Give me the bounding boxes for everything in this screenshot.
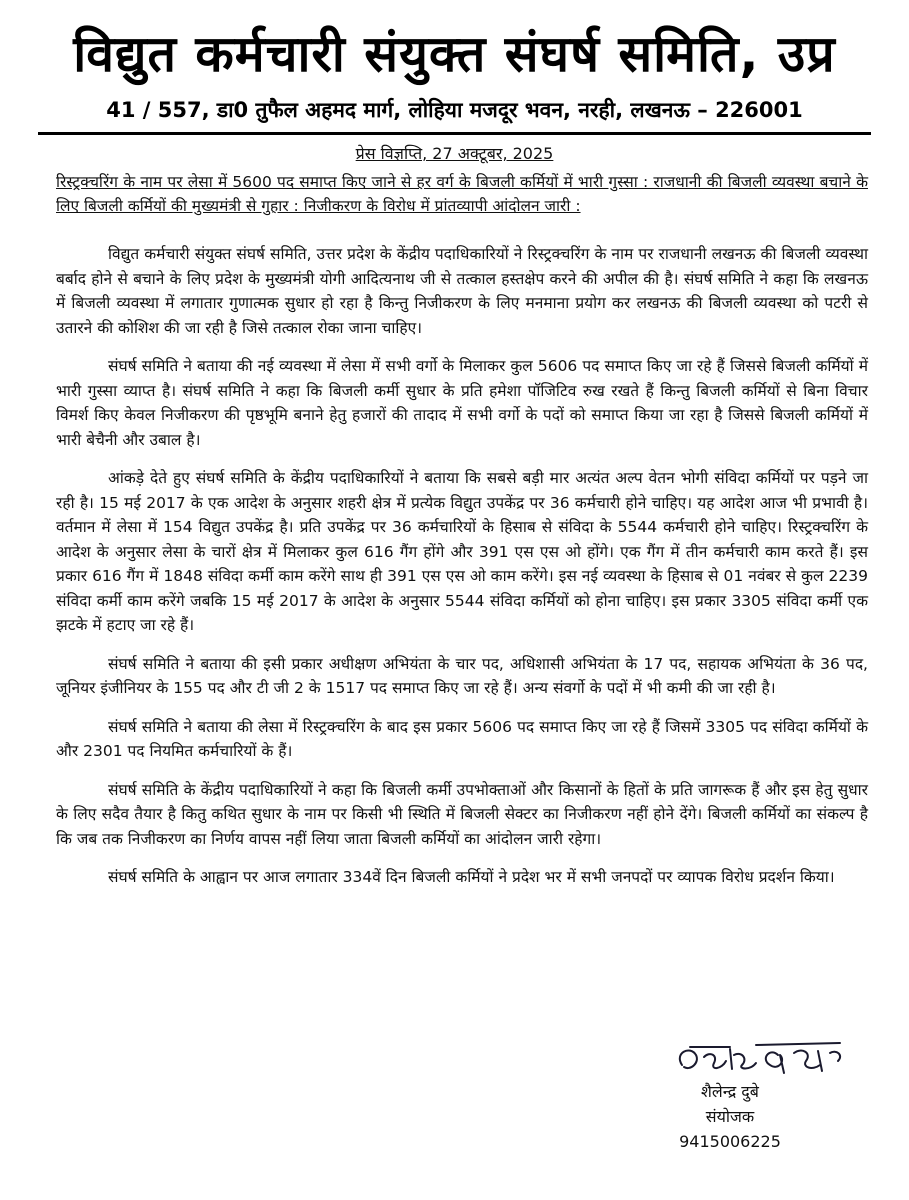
body-paragraph: विद्युत कर्मचारी संयुक्त संघर्ष समिति, उत्तर प्रदेश के केंद्रीय पदाधिकारियों ने रिस्ट्रक्चरिंग के नाम पर राजधानी लखनऊ की बिजली व्यवस्था बर्बाद होने से बचाने के लिए प्रदेश के मुख्यमंत्री योगी आदित्यनाथ जी से तत्काल हस्तक्षेप करने की अपील की है। संघर्ष समिति ने कहा कि लखनऊ में बिजली व्यवस्था में लगातार गुणात्मक सुधार हो रहा है किन्तु निजीकरण के लिए मनमाना प्रयोग कर लखनऊ की बिजली व्यवस्था को पटरी से उतारने की कोशिश की जा रही है जिसे तत्काल रोका जाना चाहिए। [56,245,868,337]
signatory-name: शैलेन्द्र दुबे [701,1082,759,1101]
signatory-phone: 9415006225 [679,1132,781,1151]
body-paragraph: संघर्ष समिति ने बताया की नई व्यवस्था में लेसा में सभी वर्गो के मिलाकर कुल 5606 पद समाप्त किए जा रहे हैं जिससे बिजली कर्मियों में भारी गुस्सा व्याप्त है। संघर्ष समिति ने कहा कि बिजली कर्मी सुधार के प्रति हमेशा पॉजिटिव रुख रखते हैं किन्तु बिजली कर्मियों से बिना विचार विमर्श किए केवल निजीकरण की पृष्ठभूमि बनाने हेतु हजारों की तादाद में सभी वर्गो के पदों को समाप्त किया जा रहा है जिससे बिजली कर्मियों में भारी बेचैनी और उबाल है। [56,357,868,449]
handwritten-signature [660,1025,860,1085]
press-release-dateline: प्रेस विज्ञप्ति, 27 अक्टूबर, 2025 [355,144,554,163]
body-paragraph: आंकड़े देते हुए संघर्ष समिति के केंद्रीय पदाधिकारियों ने बताया कि सबसे बड़ी मार अत्यंत अल्प वेतन भोगी संविदा कर्मियों पर पड़ने जा रही है। 15 मई 2017 के एक आदेश के अनुसार शहरी क्षेत्र में प्रत्येक विद्युत उपकेंद्र पर 36 कर्मचारी होने चाहिए। यह आदेश आज भी प्रभावी है। वर्तमान में लेसा में 154 विद्युत उपकेंद्र है। प्रति उपकेंद्र पर 36 कर्मचारियों के हिसाब से संविदा के 5544 कर्मचारी होने चाहिए। रिस्ट्रक्चरिंग के आदेश के अनुसार लेसा के चारों क्षेत्र में मिलाकर कुल 616 गैंग होंगे और 391 एस एस ओ होंगे। एक गैंग में तीन कर्मचारी काम करते हैं। इस प्रकार 616 गैंग में 1848 संविदा कर्मी काम करेंगे साथ ही 391 एस एस ओ काम करेंगे। इस नई व्यवस्था के हिसाब से 01 नवंबर से कुल 2239 संविदा कर्मी काम करेंगे जबकि 15 मई 2017 के आदेश के अनुसार 5544 संविदा कर्मियों को होना चाहिए। इस प्रकार 3305 संविदा कर्मी एक झटके में हटाए जा रहे हैं। [56,469,868,634]
body-paragraph: संघर्ष समिति के आह्वान पर आज लगातार 334वें दिन बिजली कर्मियों ने प्रदेश भर में सभी जनपदों पर व्यापक विरोध प्रदर्शन किया। [108,868,835,886]
body-paragraph: संघर्ष समिति ने बताया की लेसा में रिस्ट्रक्चरिंग के बाद इस प्रकार 5606 पद समाप्त किए जा रहे हैं जिसमें 3305 पद संविदा कर्मियों के और 2301 पद नियमित कर्मचारियों के हैं। [56,717,868,760]
body-paragraph: संघर्ष समिति ने बताया की इसी प्रकार अधीक्षण अभियंता के चार पद, अधिशासी अभियंता के 17 पद, सहायक अभियंता के 36 पद, जूनियर इंजीनियर के 155 पद और टी जी 2 के 1517 पद समाप्त किए जा रहे हैं। अन्य संवर्गो के पदों में भी कमी की जा रही है। [56,654,868,697]
press-release-headline: रिस्ट्रक्चरिंग के नाम पर लेसा में 5600 पद समाप्त किए जाने से हर वर्ग के बिजली कर्मियों में भारी गुस्सा : राजधानी की बिजली व्यवस्था बचाने के लिए बिजली कर्मियों की मुख्यमंत्री से गुहार : निजीकरण के विरोध में प्रांतव्यापी आंदोलन जारी : [56,173,868,215]
letterhead-divider [38,132,871,135]
body-paragraph: संघर्ष समिति के केंद्रीय पदाधिकारियों ने कहा कि बिजली कर्मी उपभोक्ताओं और किसानों के हितों के प्रति जागरूक हैं और इस हेतु सुधार के लिए सदैव तैयार है कितु कथित सुधार के नाम पर किसी भी स्थिति में बिजली सेक्टर का निजीकरण नहीं होने देंगे। बिजली कर्मियों का संकल्प है कि जब तक निजीकरण का निर्णय वापस नहीं लिया जाता बिजली कर्मियों का आंदोलन जारी रहेगा। [56,780,868,848]
press-release-body [56,242,868,904]
organization-address: 41 / 557, डा0 तुफैल अहमद मार्ग, लोहिया मजदूर भवन, नरही, लखनऊ – 226001 [106,98,803,122]
organization-name: विद्युत कर्मचारी संयुक्त संघर्ष समिति, उप्र [73,25,836,83]
signatory-role: संयोजक [705,1107,755,1126]
